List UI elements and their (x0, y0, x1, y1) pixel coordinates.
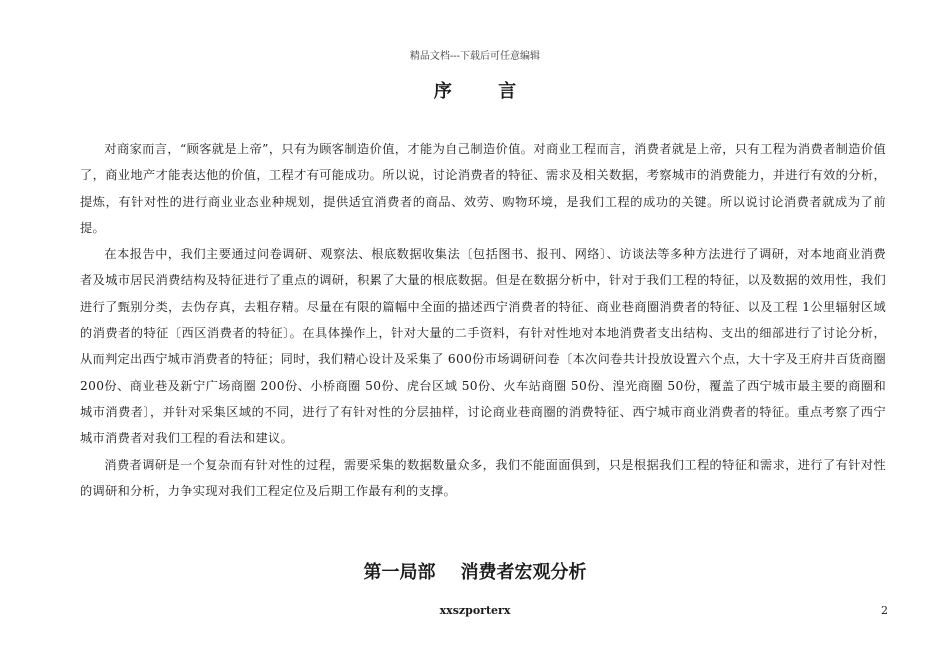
header-note: 精品文档---下载后可任意编辑 (409, 51, 541, 62)
page-title: 序 言 (433, 81, 537, 102)
page-number: 2 (881, 604, 888, 617)
paragraph: 在本报告中，我们主要通过问卷调研、观察法、根底数据收集法〔包括图书、报刊、网络〕、访谈法等多种方法进行了调研，对本地商业消费者及城市居民消费结构及特征进行了重点的调研，积累了大量的根底数据。但是在数据分析中，针对于我们工程的特征，以及数据的效用性，我们进行了甄别分类，去伪存真，去粗存精。尽量在有限的篇幅中全面的描述西宁消费者的特征、商业巷商圈消费者的特征、以及工程 1公里辐射区域的消费者的特征〔西区消费者的特征〕。在具体操作上，针对大量的二手资料，有针对性地对本地消费者支出结构、支出的细部进行了讨论分析，从而判定出西宁城市消费者的特征；同时，我们精心设计及采集了 600份市场调研问卷〔本次问卷共计投放设置六个点，大十字及王府井百货商圈 200份、商业巷及新宁广场商圈 200份、小桥商圈 50份、虎台区域 50份、火车站商圈 50份、湟光商圈 50份，覆盖了西宁城市最主要的商圈和城市消费者〕，并针对采集区域的不同，进行了有针对性的分层抽样，讨论商业巷商圈的消费特征、西宁城市商业消费者的特征。重点考察了西宁城市消费者对我们工程的看法和建议。 (80, 247, 886, 446)
paragraph: 对商家而言，“顾客就是上帝”，只有为顾客制造价值，才能为自己制造价值。对商业工程而言，消费者就是上帝，只有工程为消费者制造价值了，商业地产才能表达他的价值，工程才有可能成功。所以说，讨论消费者的特征、需求及相关数据，考察城市的消费能力，并进行有效的分析，提炼，有针对性的进行商业业态业种规划，提供适宜消费者的商品、效劳、购物环境，是我们工程的成功的关键。所以说讨论消费者就成为了前提。 (80, 142, 886, 235)
footer-mark: xxszporterx (439, 604, 511, 617)
body-text (80, 136, 886, 504)
paragraph: 消费者调研是一个复杂而有针对性的过程，需要采集的数据数量众多，我们不能面面俱到，只是根据我们工程的特征和需求，进行了有针对性的调研和分析，力争实现对我们工程定位及后期工作最有利的支撑。 (80, 457, 886, 498)
section-heading: 第一局部 消费者宏观分析 (363, 562, 587, 583)
